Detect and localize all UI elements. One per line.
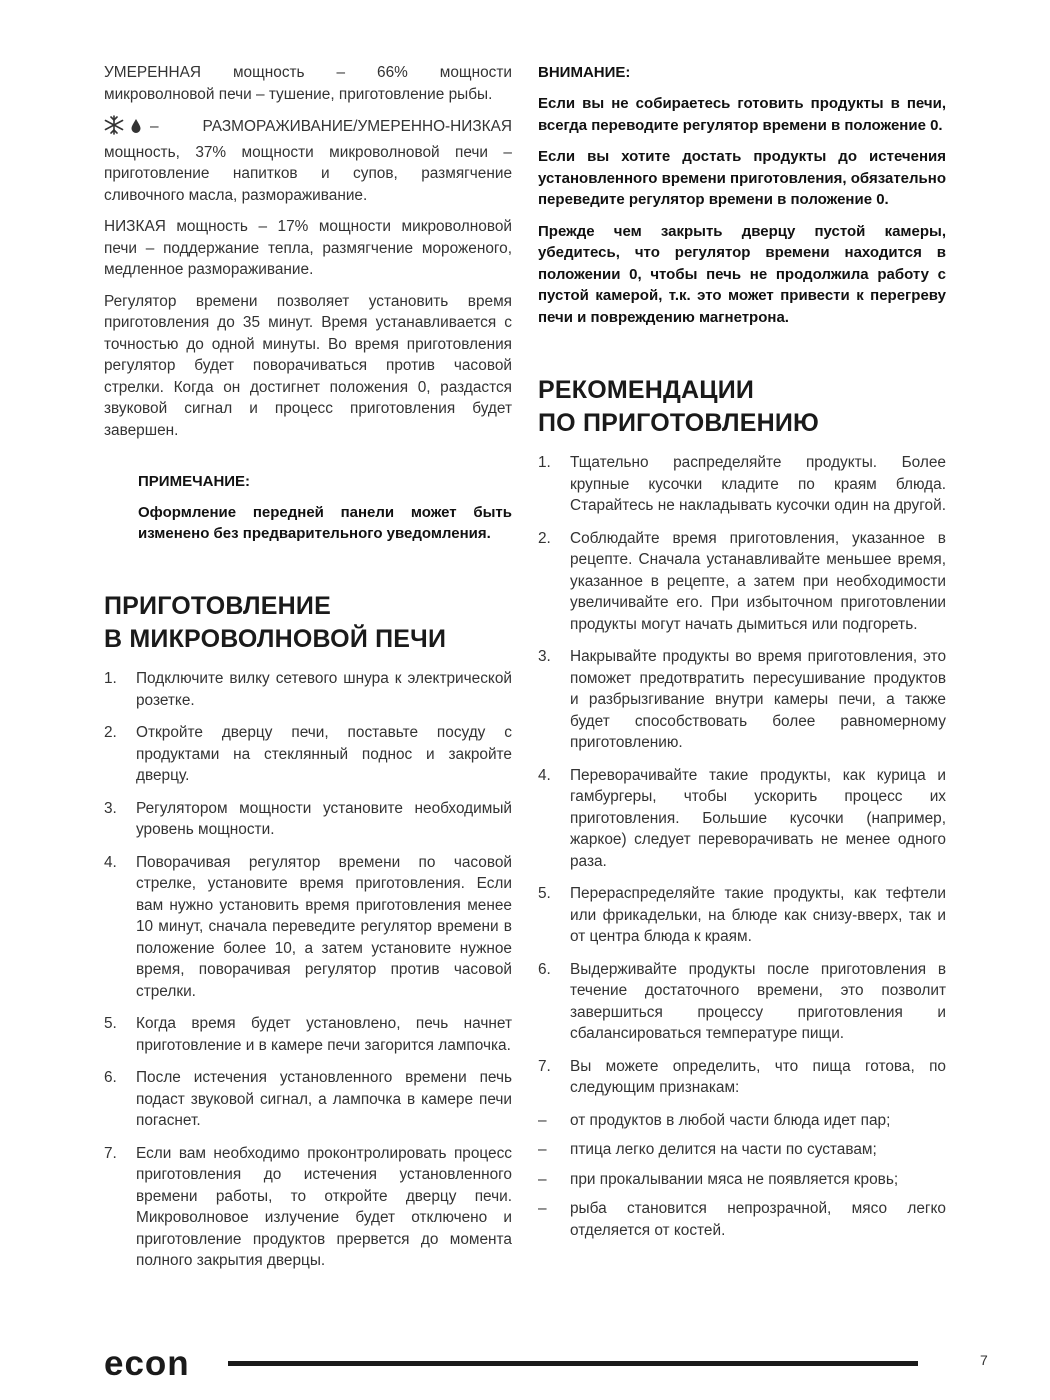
list-item: – птица легко делится на части по суставам; [538,1141,877,1158]
defrost-icons [104,115,146,142]
cooking-steps-list [104,668,512,1272]
list-item: 5. Когда время будет установлено, печь начнет приготовление и в камере печи загорится лампочка. [104,1015,512,1054]
low-power-text: НИЗКАЯ мощность – 17% мощности микроволновой печи – поддержание тепла, размягчение мороженого, медленное размораживание. [104,218,512,278]
warning-block [538,62,946,328]
defrost-power-text [104,115,512,206]
list-item: 2. Соблюдайте время приготовления, указанное в рецепте. Сначала устанавливайте меньшее время, указанное в рецепте, а затем при необходимости увеличивайте его. При избыточном приготовлении продукты могут начать дымиться или подгореть. [538,529,946,633]
heading-line-1: ПРИГОТОВЛЕНИЕ [104,592,331,620]
section-heading-cooking [104,590,512,656]
list-item: 2. Откройте дверцу печи, поставьте посуду с продуктами на стеклянный поднос и закройте дверцу. [104,724,512,784]
page-footer [104,1344,994,1384]
warning-text-1: Если вы не собираетесь готовить продукты в печи, всегда переводите регулятор времени в положение 0. [538,95,946,134]
list-item: 5. Перераспределяйте такие продукты, как тефтели или фрикадельки, на блюде как снизу-вверх, так и от центра блюда к краям. [538,885,946,945]
heading-line-2: ПО ПРИГОТОВЛЕНИЮ [538,409,820,437]
list-item: 7. Если вам необходимо проконтролировать процесс приготовления до истечения установленного времени работы, то откройте дверцу печи. Микроволновое излучение будет отключено и приготовление продуктов прервется до момента полного закрытия дверцы. [104,1144,512,1269]
warning-title: ВНИМАНИЕ: [538,64,631,81]
snowflake-drop-icon [104,115,146,135]
econ-logo: econ [104,1344,190,1383]
footer-rule [228,1361,918,1366]
list-item: 1. Тщательно распределяйте продукты. Более крупные кусочки кладите по краям блюда. Старайтесь не накладывать кусочки один на другой. [538,454,946,514]
list-item: – от продуктов в любой части блюда идет пар; [538,1111,891,1129]
note-text: Оформление передней панели может быть изменено без предварительного уведомления. [138,504,512,542]
defrost-power-label: – РАЗМОРАЖИВАНИЕ/УМЕРЕННО-НИЗКАЯ мощность, 37% мощности микроволновой печи – приготовление напитков и супов, размягчение сливочного масла, размораживание. [104,118,512,204]
list-item: 6. После истечения установленного времени печь подаст звуковой сигнал, а лампочка в камере печи погаснет. [104,1069,512,1129]
heading-line-1: РЕКОМЕНДАЦИИ [538,376,755,404]
list-item: 4. Переворачивайте такие продукты, как курица и гамбургеры, чтобы ускорить процесс их приготовления. Большие кусочки (например, жаркое) следует переворачивать не менее одного раза. [538,766,946,870]
note-block [138,471,512,544]
page-number: 7 [980,1352,988,1368]
list-item: 3. Накрывайте продукты во время приготовления, это поможет предотвратить пересушивание продуктов и разбрызгивание внутри камеры печи, а также будет способствовать более равномерному приготовлению. [538,648,946,751]
timer-description: Регулятор времени позволяет установить время приготовления до 35 минут. Время устанавливается с точностью до одной минуты. Во время приготовления регулятор будет поворачиваться против часовой стрелки. Когда он достигнет положения 0, раздастся звуковой сигнал и процесс приготовления будет завершен. [104,292,512,439]
list-item: 3. Регулятором мощности установите необходимый уровень мощности. [104,799,512,838]
right-column [538,62,946,1249]
moderate-power-text: УМЕРЕННАЯ мощность – 66% мощности микроволновой печи – тушение, приготовление рыбы. [104,64,512,103]
list-item: 6. Выдерживайте продукты после приготовления в течение достаточного времени, это позволит завершиться процессу приготовления и сбалансироваться температуре пищи. [538,960,946,1042]
recommendations-list [538,452,946,1099]
list-item: 7. Вы можете определить, что пища готова, по следующим признакам: [538,1057,946,1096]
warning-text-2: Если вы хотите достать продукты до истечения установленного времени приготовления, обязательно переведите регулятор времени в положение 0. [538,148,946,208]
warning-text-3: Прежде чем закрыть дверцу пустой камеры, убедитесь, что регулятор времени находится в положении 0, чтобы печь не продолжила работу с пустой камерой, т.к. это может привести к перегреву печи и повреждению магнетрона. [538,222,946,326]
section-heading-recommendations [538,374,946,440]
readiness-signs-list [538,1110,946,1242]
note-title: ПРИМЕЧАНИЕ: [138,473,251,490]
list-item: 1. Подключите вилку сетевого шнура к электрической розетке. [104,670,512,709]
list-item: – рыба становится непрозрачной, мясо легко отделяется от костей. [538,1200,946,1239]
heading-line-2: В МИКРОВОЛНОВОЙ ПЕЧИ [104,625,447,653]
list-item: 4. Поворачивая регулятор времени по часовой стрелке, установите время приготовления. Если вам нужно установить время приготовления менее 10 минут, сначала переведите регулятор времени в положение более 10, а затем установите нужное время, поворачивая регулятор против часовой стрелки. [104,853,512,1000]
list-item: – при прокалывании мяса не появляется кровь; [538,1170,899,1188]
left-column [104,62,512,1283]
